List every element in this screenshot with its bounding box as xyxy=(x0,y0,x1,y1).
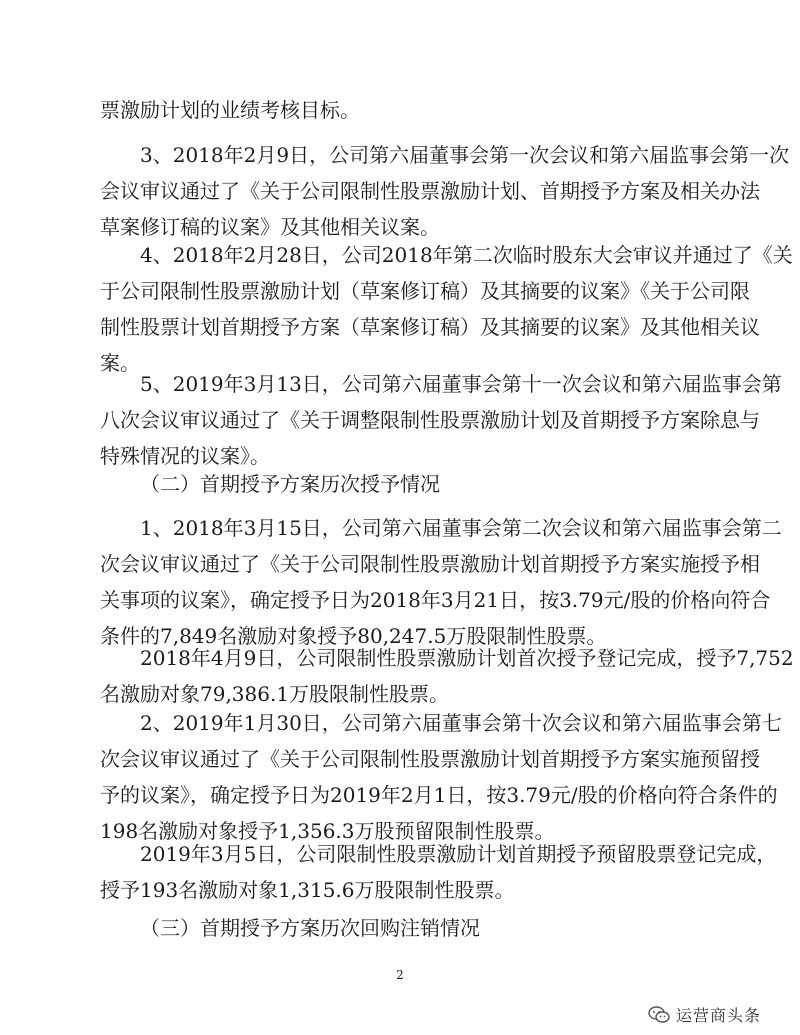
watermark xyxy=(648,1003,761,1026)
paragraph-line: 八次会议审议通过了《关于调整限制性股票激励计划及首期授予方案除息与 xyxy=(100,408,760,432)
paragraph-2 xyxy=(100,237,793,381)
paragraph-line: 票激励计划的业绩考核目标。 xyxy=(100,98,360,122)
section-heading-text: （二）首期授予方案历次授予情况 xyxy=(140,472,440,496)
paragraph-0 xyxy=(100,92,704,128)
paragraph-line: 198名激励对象授予1,356.3万股预留限制性股票。 xyxy=(100,819,555,843)
section-heading-text: （三）首期授予方案历次回购注销情况 xyxy=(140,916,480,940)
paragraph-line: 关事项的议案》，确定授予日为2018年3月21日，按3.79元/股的价格向符合 xyxy=(100,588,771,612)
paragraph-line: 4、2018年2月28日，公司2018年第二次临时股东大会审议并通过了《关 xyxy=(140,243,793,267)
paragraph-line: 2019年3月5日，公司限制性股票激励计划首期授予预留股票登记完成， xyxy=(140,842,777,866)
page-number: 2 xyxy=(396,968,404,982)
section-heading-3 xyxy=(100,910,704,946)
paragraph-line: 授予193名激励对象1,315.6万股限制性股票。 xyxy=(100,878,515,902)
paragraph-line: 于公司限制性股票激励计划（草案修订稿）及其摘要的议案》《关于公司限 xyxy=(100,279,750,303)
paragraph-line: 2018年4月9日，公司限制性股票激励计划首次授予登记完成，授予7,752 xyxy=(140,646,794,670)
paragraph-5 xyxy=(100,510,782,654)
paragraph-line: 制性股票计划首期授予方案（草案修订稿）及其摘要的议案》及其他相关议 xyxy=(100,315,760,339)
paragraph-line: 名激励对象79,386.1万股限制性股票。 xyxy=(100,682,450,706)
paragraph-7 xyxy=(100,705,782,849)
paragraph-3 xyxy=(100,366,782,474)
section-heading-2 xyxy=(100,466,704,502)
paragraph-line: 特殊情况的议案》。 xyxy=(100,444,270,468)
paragraph-line: 草案修订稿的议案》及其他相关议案。 xyxy=(100,215,440,239)
paragraph-line: 案。 xyxy=(100,351,140,375)
paragraph-line: 5、2019年3月13日，公司第六届董事会第十一次会议和第六届监事会第 xyxy=(140,372,782,396)
paragraph-1 xyxy=(100,137,790,245)
paragraph-line: 2、2019年1月30日，公司第六届董事会第十次会议和第六届监事会第七 xyxy=(140,711,782,735)
paragraph-6 xyxy=(100,640,794,712)
paragraph-8 xyxy=(100,836,777,908)
watermark-text: 运营商头条 xyxy=(676,1006,762,1025)
paragraph-line: 予的议案》，确定授予日为2019年2月1日，按3.79元/股的价格向符合条件的 xyxy=(100,783,778,807)
paragraph-line: 3、2018年2月9日，公司第六届董事会第一次会议和第六届监事会第一次 xyxy=(140,143,790,167)
wechat-icon xyxy=(648,1006,670,1024)
paragraph-line: 次会议审议通过了《关于公司限制性股票激励计划首期授予方案实施预留授 xyxy=(100,747,760,771)
paragraph-line: 条件的7,849名激励对象授予80,247.5万股限制性股票。 xyxy=(100,624,607,648)
paragraph-line: 1、2018年3月15日，公司第六届董事会第二次会议和第六届监事会第二 xyxy=(140,516,782,540)
paragraph-line: 会议审议通过了《关于公司限制性股票激励计划、首期授予方案及相关办法 xyxy=(100,179,760,203)
paragraph-line: 次会议审议通过了《关于公司限制性股票激励计划首期授予方案实施授予相 xyxy=(100,552,760,576)
